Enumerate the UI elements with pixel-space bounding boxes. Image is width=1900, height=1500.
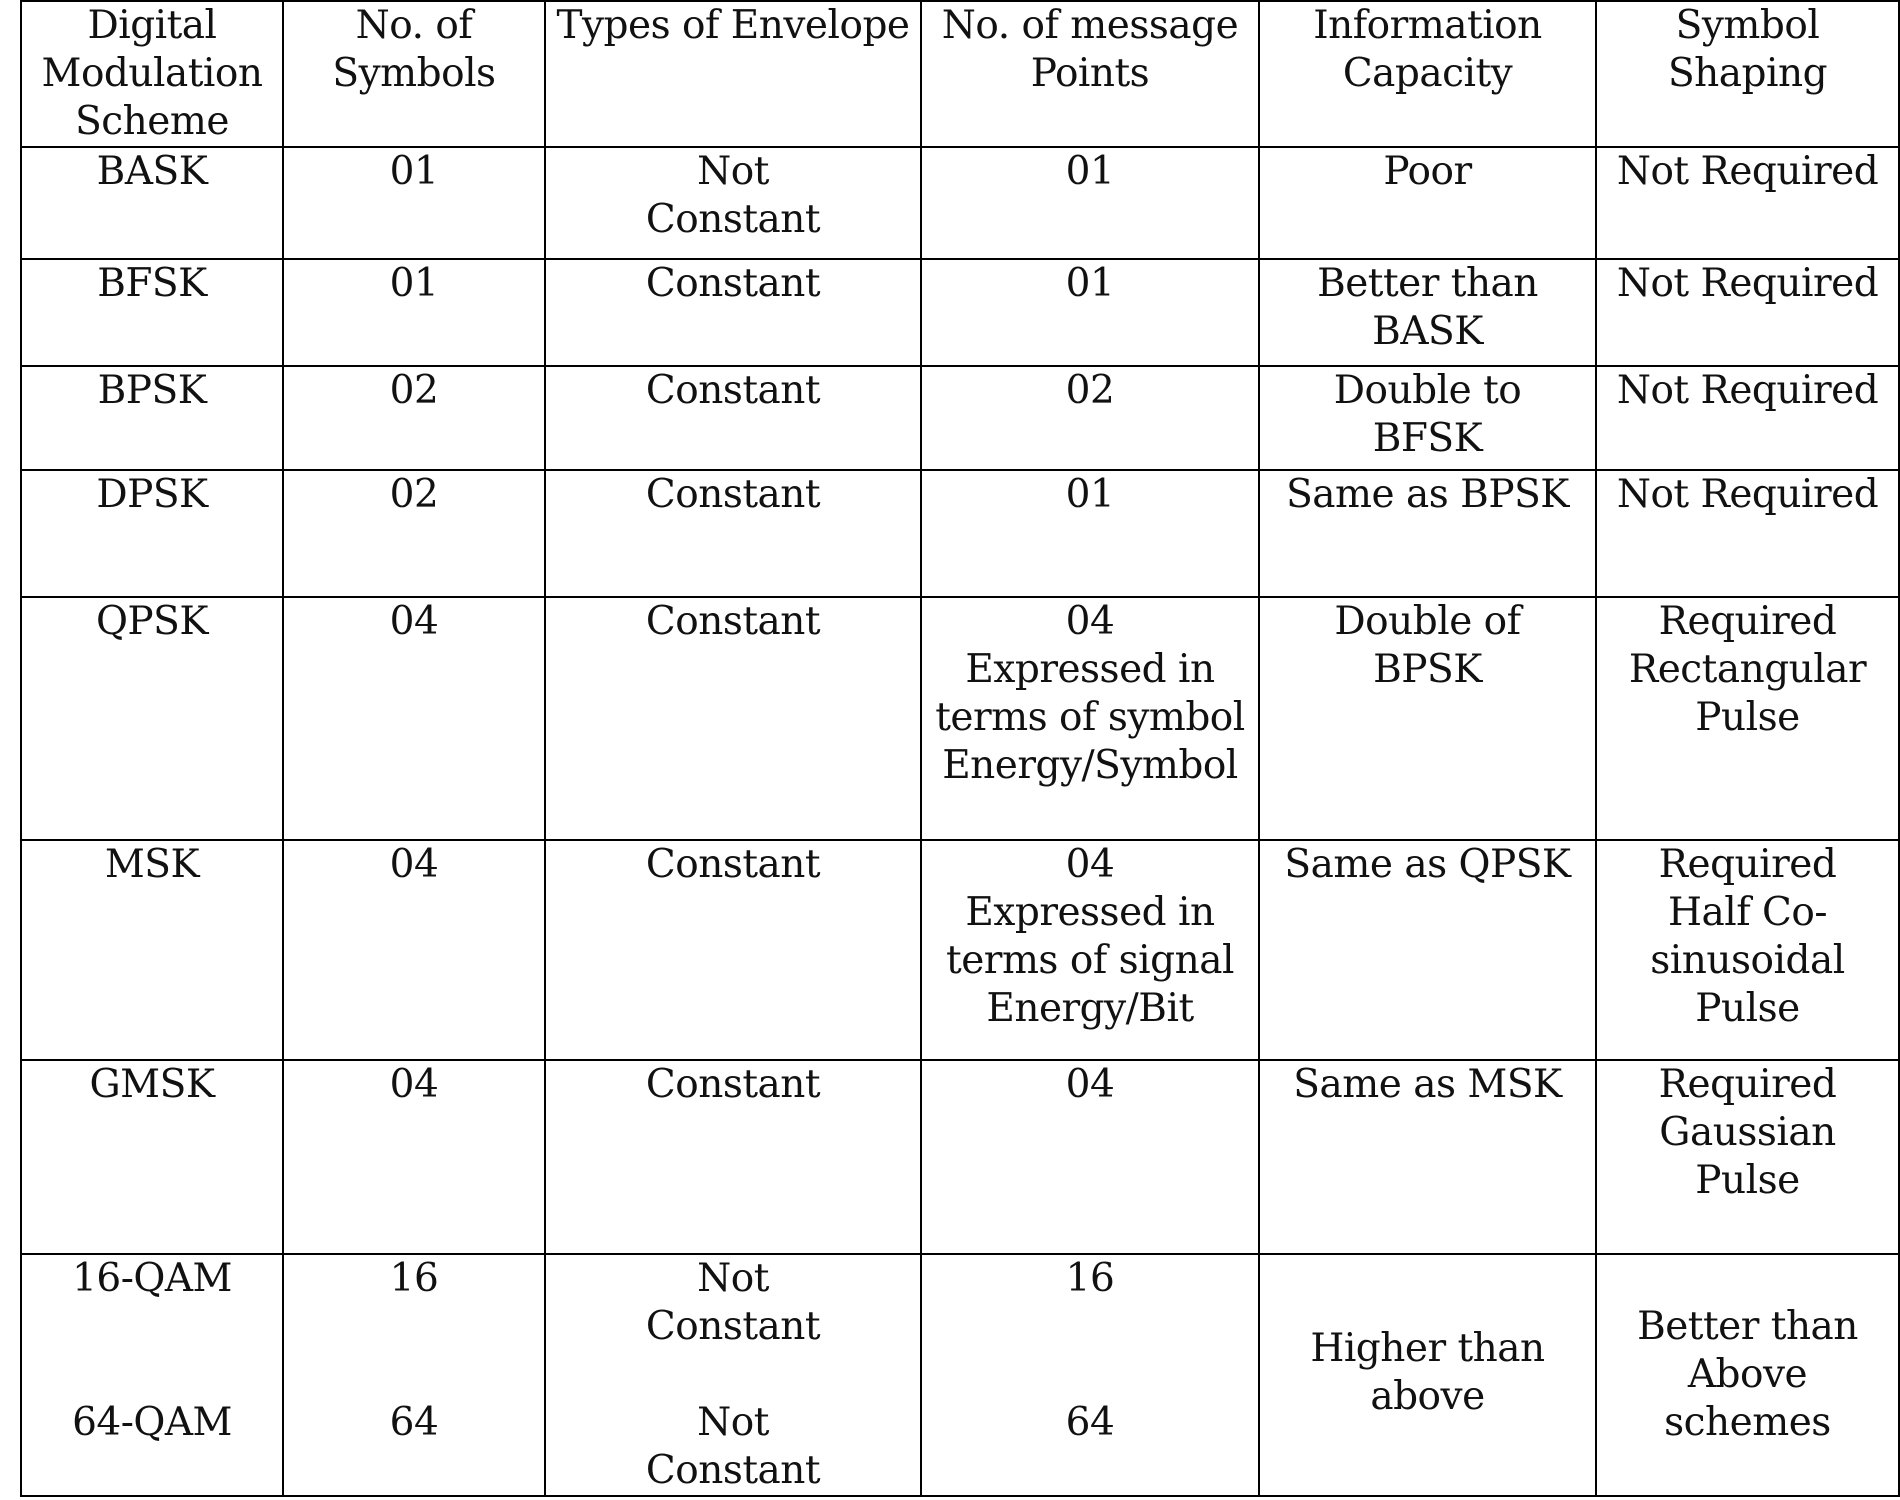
symbols-16qam: 16: [389, 1256, 439, 1301]
cell-capacity: Same as QPSK: [1259, 840, 1596, 1060]
cell-capacity: Better than BASK: [1259, 259, 1596, 366]
cell-capacity: Same as BPSK: [1259, 470, 1596, 597]
header-message-points: No. of message Points: [921, 1, 1259, 147]
cell-shaping: Not Required: [1596, 366, 1899, 470]
table-row: [21, 597, 1899, 840]
table-row: [21, 259, 1899, 366]
cell-symbols: 02: [283, 366, 545, 470]
cell-scheme: BASK: [21, 147, 283, 259]
cell-symbols: 04: [283, 840, 545, 1060]
cell-envelope: Constant: [545, 597, 921, 840]
cell-points: 02: [921, 366, 1259, 470]
cell-points: [921, 1254, 1259, 1496]
cell-scheme: GMSK: [21, 1060, 283, 1254]
cell-scheme: BPSK: [21, 366, 283, 470]
cell-shaping: Required Rectangular Pulse: [1596, 597, 1899, 840]
cell-shaping: Required Gaussian Pulse: [1596, 1060, 1899, 1254]
table-row: [21, 840, 1899, 1060]
cell-capacity: Higher than above: [1259, 1254, 1596, 1496]
cell-points: 04 Expressed in terms of signal Energy/Bit: [921, 840, 1259, 1060]
cell-envelope: Not Constant: [545, 147, 921, 259]
table-row: [21, 147, 1899, 259]
table-row: [21, 1060, 1899, 1254]
cell-scheme: MSK: [21, 840, 283, 1060]
cell-scheme: BFSK: [21, 259, 283, 366]
cell-envelope: Constant: [545, 259, 921, 366]
cell-capacity: Same as MSK: [1259, 1060, 1596, 1254]
cell-points: 04 Expressed in terms of symbol Energy/Symbol: [921, 597, 1259, 840]
symbols-64qam: 64: [389, 1400, 439, 1445]
cell-shaping: Required Half Co- sinusoidal Pulse: [1596, 840, 1899, 1060]
cell-symbols: 04: [283, 597, 545, 840]
cell-points: 01: [921, 259, 1259, 366]
table-row: [21, 470, 1899, 597]
scheme-64qam: 64-QAM: [72, 1400, 232, 1445]
modulation-comparison-table: [20, 0, 1900, 1497]
header-row: [21, 1, 1899, 147]
cell-envelope: Constant: [545, 1060, 921, 1254]
envelope-64qam: Not Constant: [645, 1400, 821, 1493]
scheme-16qam: 16-QAM: [72, 1256, 232, 1301]
cell-symbols: 01: [283, 259, 545, 366]
cell-shaping: Better than Above schemes: [1596, 1254, 1899, 1496]
table-row-qam: [21, 1254, 1899, 1496]
cell-envelope: Constant: [545, 470, 921, 597]
cell-capacity: Poor: [1259, 147, 1596, 259]
cell-shaping: Not Required: [1596, 259, 1899, 366]
cell-scheme: QPSK: [21, 597, 283, 840]
cell-points: 01: [921, 147, 1259, 259]
table-row: [21, 366, 1899, 470]
header-envelope: Types of Envelope: [545, 1, 921, 147]
header-information-capacity: Information Capacity: [1259, 1, 1596, 147]
cell-shaping: Not Required: [1596, 470, 1899, 597]
cell-envelope: Constant: [545, 840, 921, 1060]
points-64qam: 64: [1065, 1400, 1115, 1445]
cell-envelope: Constant: [545, 366, 921, 470]
header-symbol-shaping: Symbol Shaping: [1596, 1, 1899, 147]
header-symbols: No. of Symbols: [283, 1, 545, 147]
cell-symbols: 01: [283, 147, 545, 259]
cell-capacity: Double of BPSK: [1259, 597, 1596, 840]
cell-symbols: 04: [283, 1060, 545, 1254]
cell-scheme: DPSK: [21, 470, 283, 597]
cell-points: 01: [921, 470, 1259, 597]
cell-shaping: Not Required: [1596, 147, 1899, 259]
envelope-16qam: Not Constant: [645, 1256, 821, 1349]
cell-capacity: Double to BFSK: [1259, 366, 1596, 470]
cell-symbols: 02: [283, 470, 545, 597]
header-scheme: Digital Modulation Scheme: [21, 1, 283, 147]
points-16qam: 16: [1065, 1256, 1115, 1301]
cell-envelope: [545, 1254, 921, 1496]
cell-points: 04: [921, 1060, 1259, 1254]
cell-symbols: [283, 1254, 545, 1496]
cell-scheme: [21, 1254, 283, 1496]
